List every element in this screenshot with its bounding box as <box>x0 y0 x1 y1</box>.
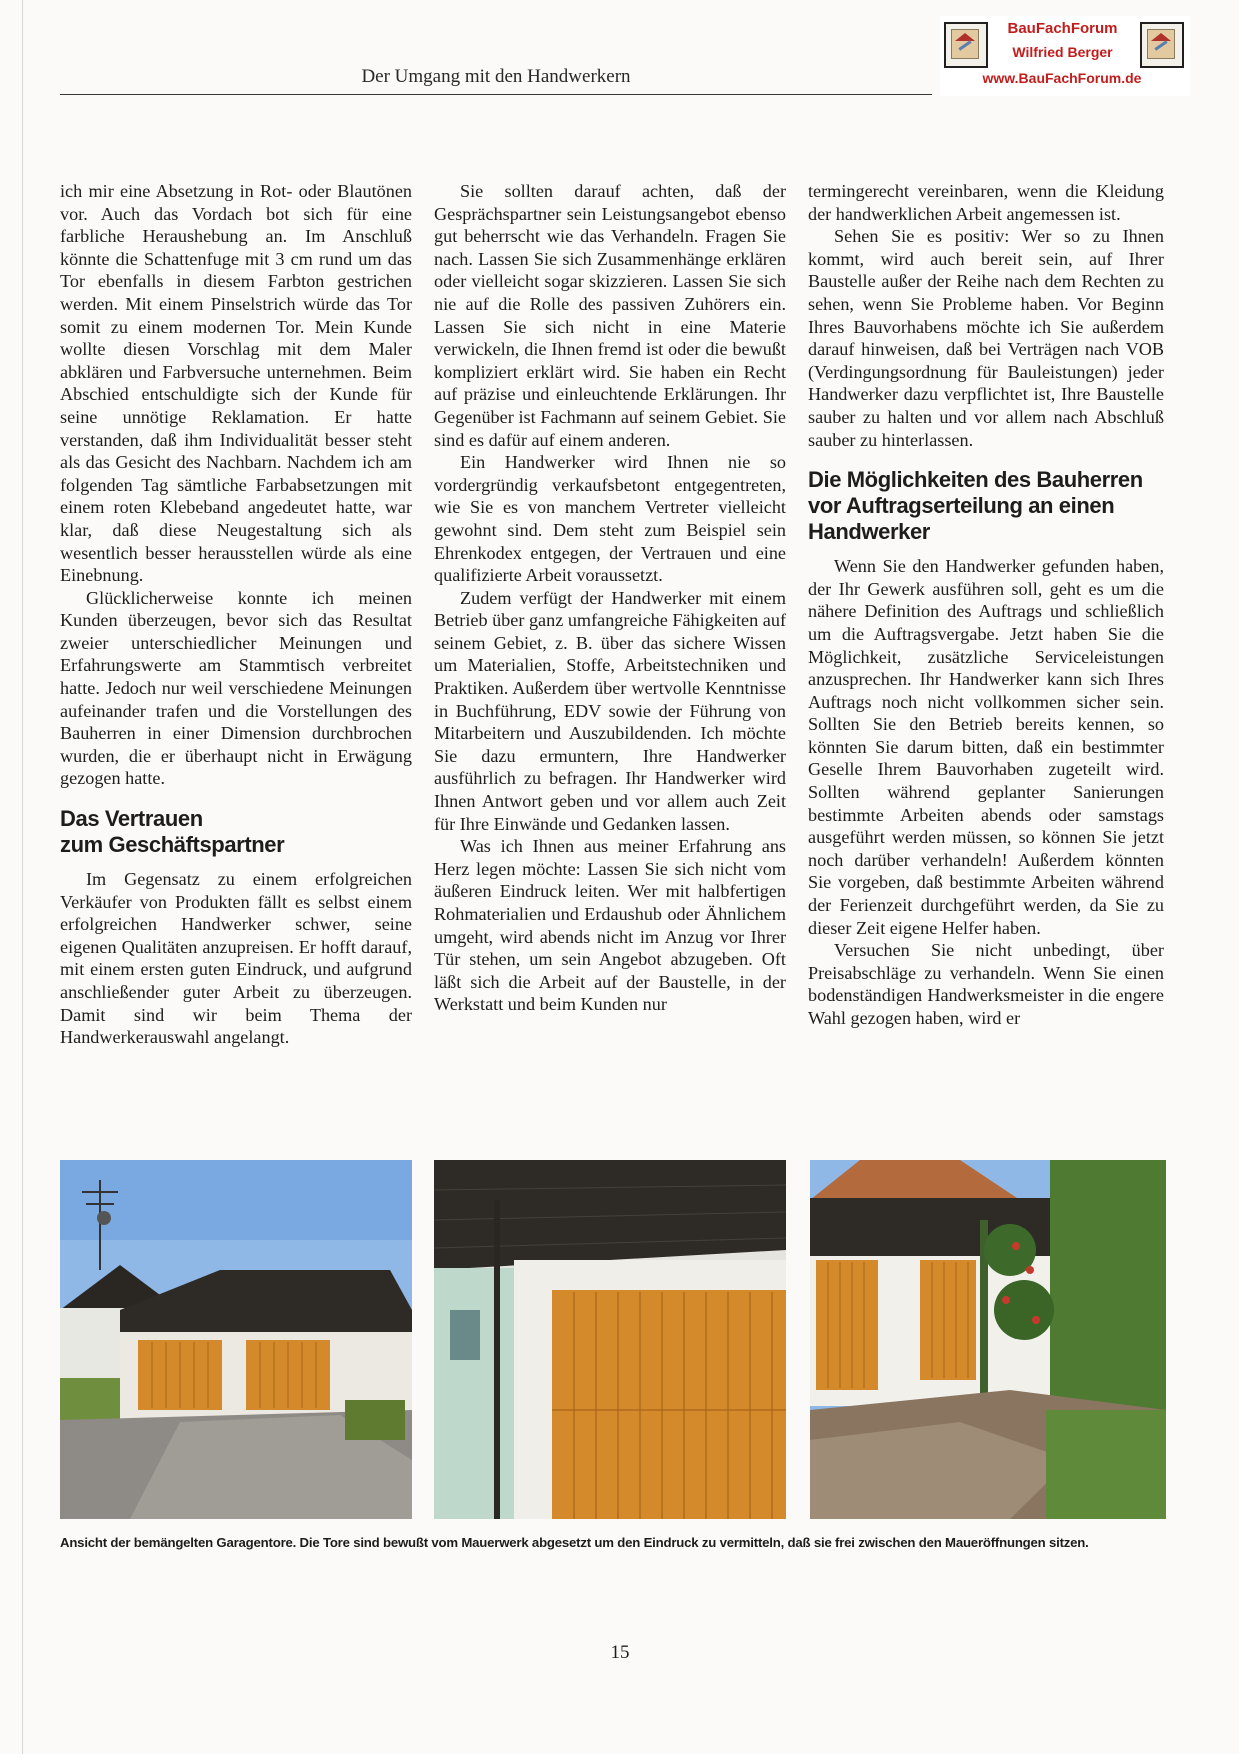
text-column-2 <box>434 180 786 1016</box>
heading-line: Das Vertrauen <box>60 806 203 832</box>
garage-photo-pergola <box>810 1160 1166 1519</box>
paragraph: Versuchen Sie nicht unbedingt, über Preisabschläge zu verhandeln. Wenn Sie einen bodenständigen Handwerksmeister in die engere Wahl gezogen haben, wird er <box>808 940 1164 1028</box>
paragraph: Glücklicherweise konnte ich meinen Kunden überzeugen, bevor sich das Resultat zweier unterschiedlicher Meinungen und Erfahrungswerte am Stammtisch verbreitet hatte. Jedoch nur weil verschiedene Meinungen aufeinander trafen und die Vorstellungen des Bauherren in einer Dimension durchbrochen wurden, die er überhaupt nicht in Erwägung gezogen hatte. <box>60 587 412 789</box>
paragraph: termingerecht vereinbaren, wenn die Kleidung der handwerklichen Arbeit angemessen ist. <box>808 181 1164 224</box>
section-heading <box>60 806 412 858</box>
paragraph: Was ich Ihnen aus meiner Erfahrung ans Herz legen möchte: Lassen Sie sich nicht vom äußeren Eindruck leiten. Wer mit halbfertigen Rohmaterialien und Erdaushub oder Ähnlichem umgeht, wird abends nicht im Anzug vor Ihrer Tür stehen, um sein Angebot abzugeben. Oft läßt sich die Arbeit auf der Baustelle, in der Werkstatt und beim Kunden nur <box>434 836 786 1015</box>
badge-title: BauFachForum <box>1007 20 1118 37</box>
paragraph: Sie sollten darauf achten, daß der Gesprächspartner sein Leistungsangebot ebenso gut beherrscht wie das Verhandeln. Fragen Sie nach. Lassen Sie sich Zusammenhänge erklären oder vielleicht sogar skizzieren. Lassen Sie sich nie auf die Rolle des passiven Zuhörers ein. Lassen Sie sich nicht in eine Materie verwickeln, die Ihnen fremd ist oder die bewußt kompliziert erklärt wird. Sie haben ein Recht auf präzise und einleuchtende Erklärungen. Ihr Gegenüber ist Fachmann auf seinem Gebiet. Sie sind es dafür auf einem anderen. <box>434 181 786 450</box>
photo-caption: Ansicht der bemängelten Garagentore. Die Tore sind bewußt vom Mauerwerk abgesetzt um den Eindruck zu vermitteln, daß sie frei zwischen den Maueröffnungen sitzen. <box>60 1535 1089 1550</box>
garage-photo-wide <box>60 1160 412 1519</box>
paragraph: Ein Handwerker wird Ihnen nie so vordergründig verkaufsbetont entgegentreten, wie Sie es von manchem Vertreter vielleicht gewohnt sind. Dem steht zum Beispiel sein Ehrenkodex entgegen, der Vertrauen und eine qualifizierte Arbeit voraussetzt. <box>434 452 786 586</box>
heading-line: Die Möglichkeiten des Bauherren <box>808 467 1143 493</box>
badge-author: Wilfried Berger <box>1012 44 1113 60</box>
house-logo-icon <box>1140 22 1184 68</box>
paragraph: Im Gegensatz zu einem erfolgreichen Verkäufer von Produkten fällt es selbst einem erfolgreichen Handwerker schwer, seine eigenen Qualitäten anzupreisen. Er hofft darauf, mit einem ersten guten Eindruck, und aufgrund anschließender guter Arbeit zu überzeugen. Damit sind wir beim Thema der Handwerkerauswahl angelangt. <box>60 869 412 1048</box>
watermark-badge <box>940 16 1190 96</box>
paragraph: Wenn Sie den Handwerker gefunden haben, der Ihr Gewerk ausführen soll, geht es um die nähere Definition des Auftrags und schließlich um die Auftragsvergabe. Jetzt haben Sie die Möglichkeit, zusätzliche Serviceleistungen anzusprechen. Ihr Handwerker kann sich Ihres Auftrags noch nicht vollkommen sicher sein. Sollten Sie den Betrieb bereits kennen, so könnten Sie darum bitten, daß ein bestimmter Geselle Ihrem Bauvorhaben zugeteilt wird. Sollten während geplanter Sanierungen bestimmte Arbeiten abends oder samstags ausgeführt werden müssen, so können Sie jetzt noch darüber verhandeln! Außerdem könnten Sie vorgeben, daß bestimmte Arbeiten während der Ferienzeit durchgeführt werden, da Sie zu dieser Zeit eigene Helfer haben. <box>808 556 1164 938</box>
running-header: Der Umgang mit den Handwerkern <box>361 66 631 87</box>
paragraph: Sehen Sie es positiv: Wer so zu Ihnen kommt, wird auch bereit sein, auf Ihrer Baustelle außer der Reihe nach dem Rechten zu sehen, wenn Sie Probleme haben. Vor Beginn Ihres Bauvorhabens möchte ich Sie außerdem darauf hinweisen, daß bei Verträgen nach VOB (Verdingungsordnung für Bauleistungen) jeder Handwerker dazu verpflichtet ist, Ihre Baustelle sauber zu halten und vor allem nach Abschluß sauber zu hinterlassen. <box>808 226 1164 450</box>
badge-url: www.BauFachForum.de <box>982 70 1142 86</box>
house-logo-icon <box>944 22 988 68</box>
page-edge <box>22 0 23 1754</box>
section-heading <box>808 467 1164 545</box>
photo-strip <box>60 1160 1166 1519</box>
heading-line: zum Geschäftspartner <box>60 832 285 858</box>
paragraph: ich mir eine Absetzung in Rot- oder Blautönen vor. Auch das Vordach bot sich für eine farbliche Heraushebung an. Im Anschluß könnte die Schattenfuge mit 3 cm rund um das Tor ebenfalls in diesem Farbton gestrichen werden. Mit einem Pinselstrich würde das Tor somit zu einem modernen Tor. Mein Kunde wollte diesen Vorschlag mit dem Maler abklären und Farbversuche unternehmen. Beim Abschied entschuldigte sich der Kunde für seine unnötige Reklamation. Er hatte verstanden, daß ihm Individualität besser steht als das Gesicht des Nachbarn. Nachdem ich am folgenden Tag sämtliche Farbabsetzungen mit einem roten Klebeband angedeutet hatte, war klar, daß diese Neugestaltung sich als wesentlich besser herausstellen würde als eine Einebnung. <box>60 181 412 586</box>
garage-photo-closeup <box>434 1160 786 1519</box>
page-number: 15 <box>610 1642 630 1663</box>
paragraph: Zudem verfügt der Handwerker mit einem Betrieb über ganz umfangreiche Fähigkeiten auf seinem Gebiet, z. B. über das sichere Wissen um Materialien, Stoffe, Arbeitstechniken und Praktiken. Außerdem über wertvolle Kenntnisse in Buchführung, EDV sowie der Führung von Mitarbeitern und Auszubildenden. Ich möchte Sie dazu ermuntern, Ihre Handwerker ausführlich zu befragen. Ihr Handwerker wird Ihnen Antwort geben und vor allem auch Zeit für Ihre Einwände und Gedanken lassen. <box>434 587 786 834</box>
heading-line: vor Auftragserteilung an einen <box>808 493 1115 519</box>
header-rule <box>60 94 932 95</box>
heading-line: Handwerker <box>808 519 930 545</box>
text-column-3 <box>808 180 1164 1030</box>
text-column-1 <box>60 180 412 1049</box>
